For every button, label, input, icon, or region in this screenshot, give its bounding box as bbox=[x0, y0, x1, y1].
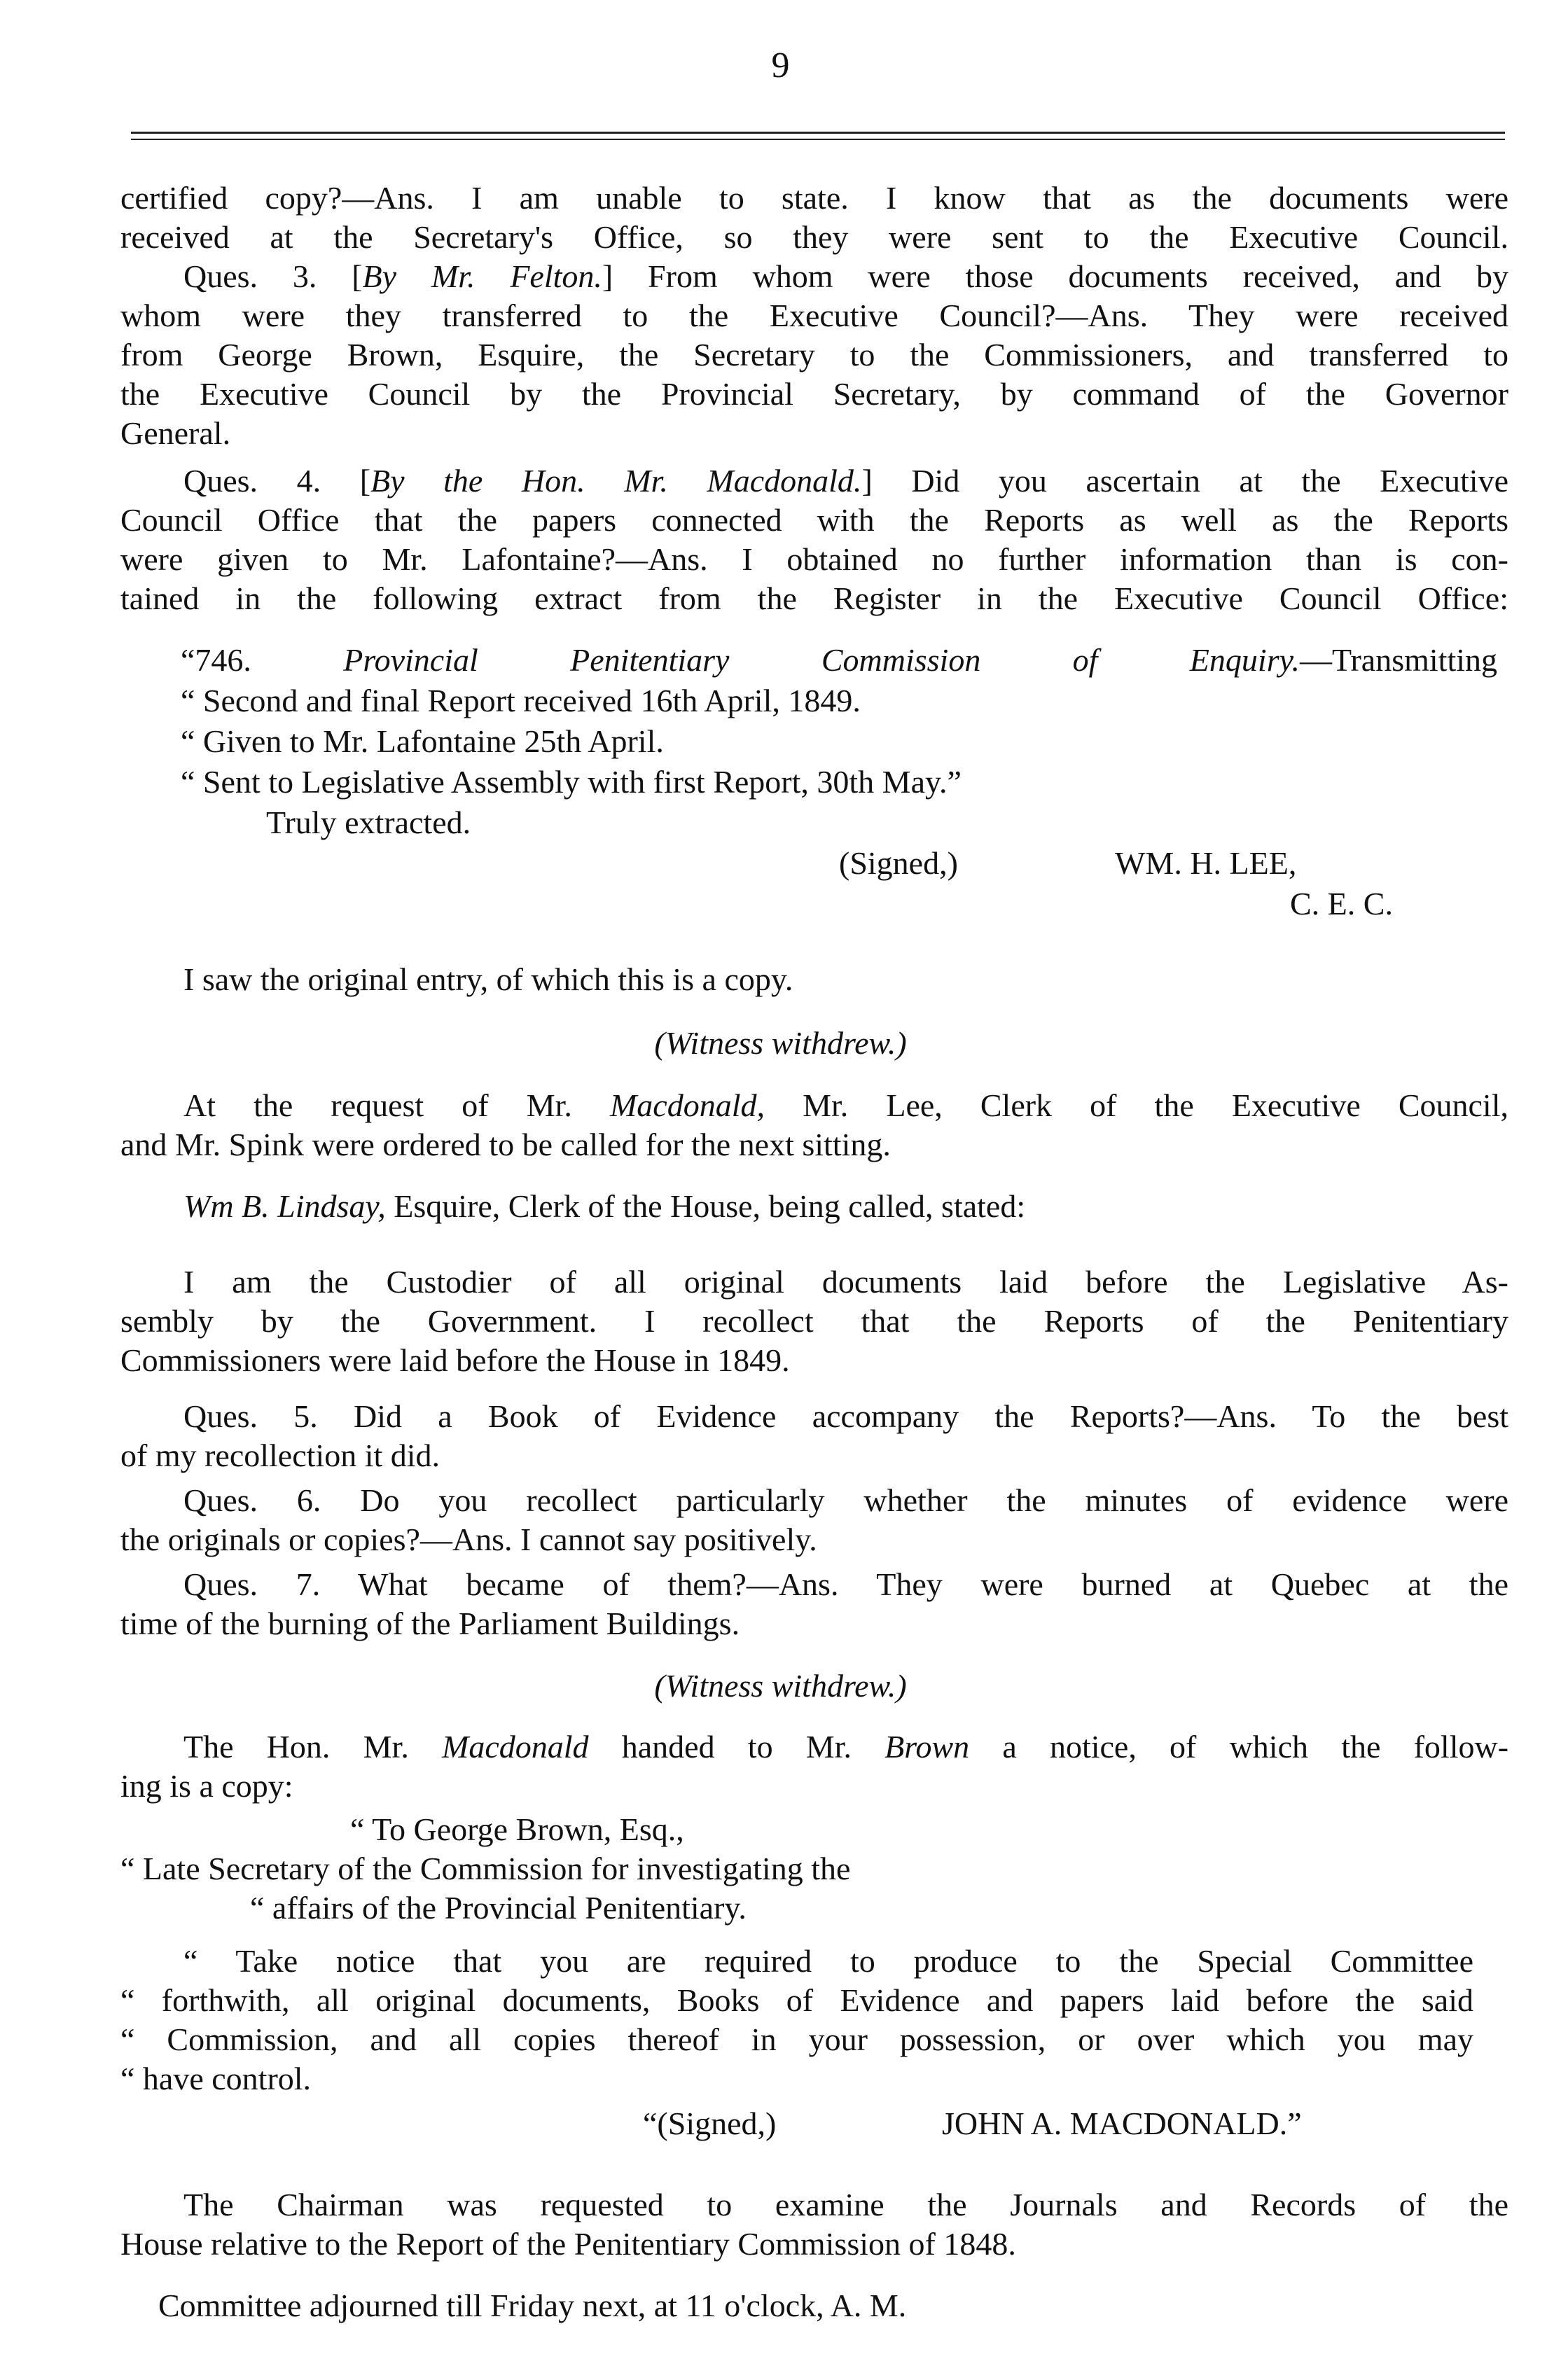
text-line: the originals or copies?—Ans. I cannot say positively. bbox=[120, 1522, 817, 1557]
text-line: The Hon. Mr. Macdonald handed to Mr. Brown a notice, of which the follow- bbox=[183, 1729, 1509, 1765]
text-line: Ques. 7. What became of them?—Ans. They were burned at Quebec at the bbox=[183, 1566, 1508, 1602]
text-line: Ques. 6. Do you recollect particularly whether the minutes of evidence were bbox=[183, 1482, 1508, 1518]
text-line: Ques. 3. [By Mr. Felton.] From whom were those documents received, and by bbox=[183, 258, 1509, 294]
text-line: sembly by the Government. I recollect that the Reports of the Penitentiary bbox=[120, 1303, 1508, 1339]
signed-label: (Signed,) bbox=[839, 845, 958, 881]
text-line: Commissioners were laid before the House in 1849. bbox=[120, 1342, 790, 1378]
text-line: General. bbox=[120, 415, 231, 451]
signatory-name: WM. H. LEE, bbox=[1115, 845, 1297, 881]
text-line: Council Office that the papers connected with the Reports as well as the Reports bbox=[120, 502, 1508, 538]
notice-line: “ Commission, and all copies thereof in your possession, or over which you may bbox=[120, 2021, 1473, 2057]
signed-label: “(Signed,) bbox=[643, 2106, 777, 2141]
text-line: House relative to the Report of the Penitentiary Commission of 1848. bbox=[120, 2226, 1016, 2262]
text-line: of my recollection it did. bbox=[120, 1438, 440, 1473]
notice-line: “ forthwith, all original documents, Books of Evidence and papers laid before the said bbox=[120, 1982, 1473, 2018]
text-line: Ques. 5. Did a Book of Evidence accompany the Reports?—Ans. To the best bbox=[183, 1398, 1508, 1434]
text-line: At the request of Mr. Macdonald, Mr. Lee, Clerk of the Executive Council, bbox=[183, 1087, 1508, 1123]
extract-line: “ Given to Mr. Lafontaine 25th April. bbox=[181, 723, 664, 759]
extract-line: “ Second and final Report received 16th April, 1849. bbox=[181, 683, 861, 718]
extract-line: Truly extracted. bbox=[266, 805, 471, 840]
text-line: time of the burning of the Parliament Buildings. bbox=[120, 1606, 740, 1641]
text-line: the Executive Council by the Provincial Secretary, by command of the Governor bbox=[120, 376, 1508, 412]
witness-withdrew-note: (Witness withdrew.) bbox=[654, 1668, 907, 1704]
header-rule-thin bbox=[131, 139, 1505, 140]
notice-line: “ To George Brown, Esq., bbox=[350, 1811, 684, 1847]
notice-line: “ Late Secretary of the Commission for investigating the bbox=[120, 1851, 851, 1886]
extract-line: “746. Provincial Penitentiary Commission of Enquiry.—Transmitting bbox=[181, 642, 1498, 678]
text-line: whom were they transferred to the Executive Council?—Ans. They were received bbox=[120, 298, 1508, 333]
text-line: were given to Mr. Lafontaine?—Ans. I obtained no further information than is con- bbox=[120, 541, 1508, 577]
text-line: I am the Custodier of all original documents laid before the Legislative As- bbox=[183, 1264, 1508, 1300]
text-line: and Mr. Spink were ordered to be called for the next sitting. bbox=[120, 1127, 891, 1162]
adjournment-line: Committee adjourned till Friday next, at 11 o'clock, A. M. bbox=[158, 2288, 907, 2323]
signatory-title: C. E. C. bbox=[1290, 886, 1393, 921]
text-line: certified copy?—Ans. I am unable to state. I know that as the documents were bbox=[120, 180, 1508, 216]
notice-line: “ affairs of the Provincial Penitentiary. bbox=[250, 1890, 747, 1926]
text-line: I saw the original entry, of which this is a copy. bbox=[183, 961, 793, 997]
witness-withdrew-note: (Witness withdrew.) bbox=[654, 1025, 907, 1061]
signatory-name: JOHN A. MACDONALD.” bbox=[942, 2106, 1302, 2141]
page-number: 9 bbox=[771, 46, 790, 85]
text-line: from George Brown, Esquire, the Secretary to the Commissioners, and transferred to bbox=[120, 337, 1508, 373]
text-line: Wm B. Lindsay, Esquire, Clerk of the House, being called, stated: bbox=[183, 1188, 1026, 1224]
header-rule-thick bbox=[131, 132, 1505, 134]
text-line: tained in the following extract from the Register in the Executive Council Office: bbox=[120, 580, 1508, 616]
text-line: The Chairman was requested to examine the Journals and Records of the bbox=[183, 2187, 1508, 2222]
text-line: Ques. 4. [By the Hon. Mr. Macdonald.] Did you ascertain at the Executive bbox=[183, 463, 1509, 499]
text-line: received at the Secretary's Office, so they were sent to the Executive Council. bbox=[120, 219, 1508, 255]
notice-line: “ Take notice that you are required to produce to the Special Committee bbox=[183, 1943, 1473, 1979]
text-line: ing is a copy: bbox=[120, 1768, 293, 1804]
notice-line: “ have control. bbox=[120, 2061, 312, 2096]
extract-line: “ Sent to Legislative Assembly with first Report, 30th May.” bbox=[181, 764, 962, 800]
